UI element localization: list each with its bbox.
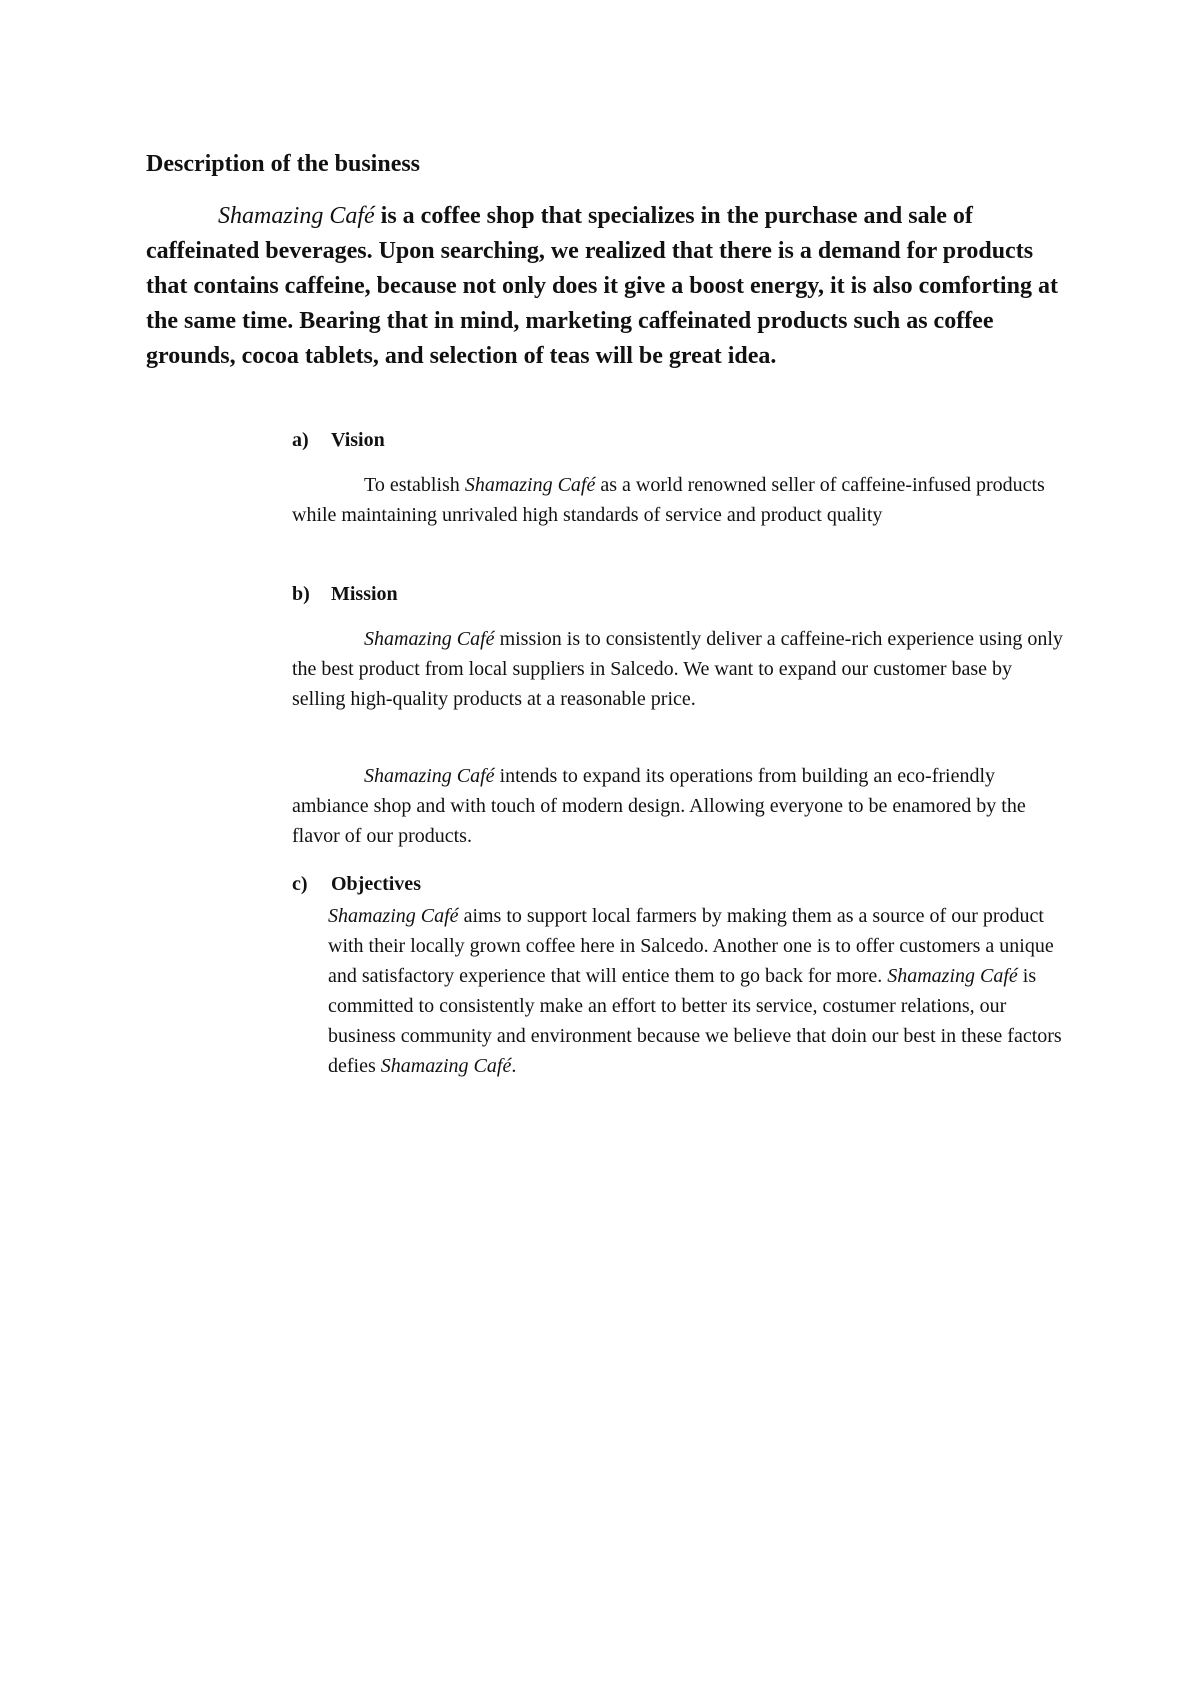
vision-heading: [292, 426, 385, 454]
objectives-text-1: aims to support local farmers by making them as a source of our product with their locally grown coffee here in Salcedo. Another one is to offer customers a unique and satisfactory experience that will entice them to go back for more.: [328, 905, 1054, 987]
objectives-paragraph: [328, 901, 1068, 1081]
mission-paragraph-2: [292, 761, 1066, 851]
vision-marker: a): [292, 429, 309, 451]
mission-label: Mission: [331, 583, 398, 605]
mission-heading: [292, 580, 398, 608]
business-name: Shamazing Café: [464, 474, 596, 496]
objectives-label: Objectives: [331, 873, 421, 895]
business-name: Shamazing Café: [364, 765, 495, 787]
page-title: Description of the business: [146, 151, 421, 177]
mission-text: mission is to consistently deliver a caffeine-rich experience using only the best product from local suppliers in Salcedo. We want to expand our customer base by selling high-quality products at a reasonable price.: [292, 628, 1063, 710]
mission-text-2: intends to expand its operations from building an eco-friendly ambiance shop and with touch of modern design. Allowing everyone to be enamored by the flavor of our products.: [292, 765, 1026, 847]
intro-paragraph: [146, 199, 1066, 374]
objectives-marker: c): [292, 873, 308, 895]
mission-marker: b): [292, 583, 310, 605]
business-name: Shamazing Café: [380, 1055, 512, 1077]
mission-paragraph: [292, 624, 1066, 714]
vision-text-before: To establish: [364, 474, 465, 496]
intro-text: is a coffee shop that specializes in the purchase and sale of caffeinated beverages. Upon searching, we realized that there is a demand for products that contains caffeine, because not only does it give a boost energy, it is also comforting at the same time. Bearing that in mind, marketing caffeinated products such as coffee grounds, cocoa tablets, and selection of teas will be great idea.: [146, 203, 1058, 369]
business-name: Shamazing Café: [218, 203, 375, 229]
vision-label: Vision: [331, 429, 385, 451]
vision-text-after: as a world renowned seller of caffeine-infused products while maintaining unrivaled high standards of service and product quality: [292, 474, 1045, 526]
business-name: Shamazing Café: [364, 628, 495, 650]
business-name: Shamazing Café: [887, 965, 1018, 987]
objectives-heading: [292, 870, 421, 898]
objectives-end: .: [511, 1055, 517, 1077]
vision-paragraph: [292, 470, 1066, 530]
business-name: Shamazing Café: [328, 905, 459, 927]
objectives-text-2: is committed to consistently make an effort to better its service, costumer relations, our business community and environment because we believe that doin our best in these factors defies: [328, 965, 1062, 1077]
